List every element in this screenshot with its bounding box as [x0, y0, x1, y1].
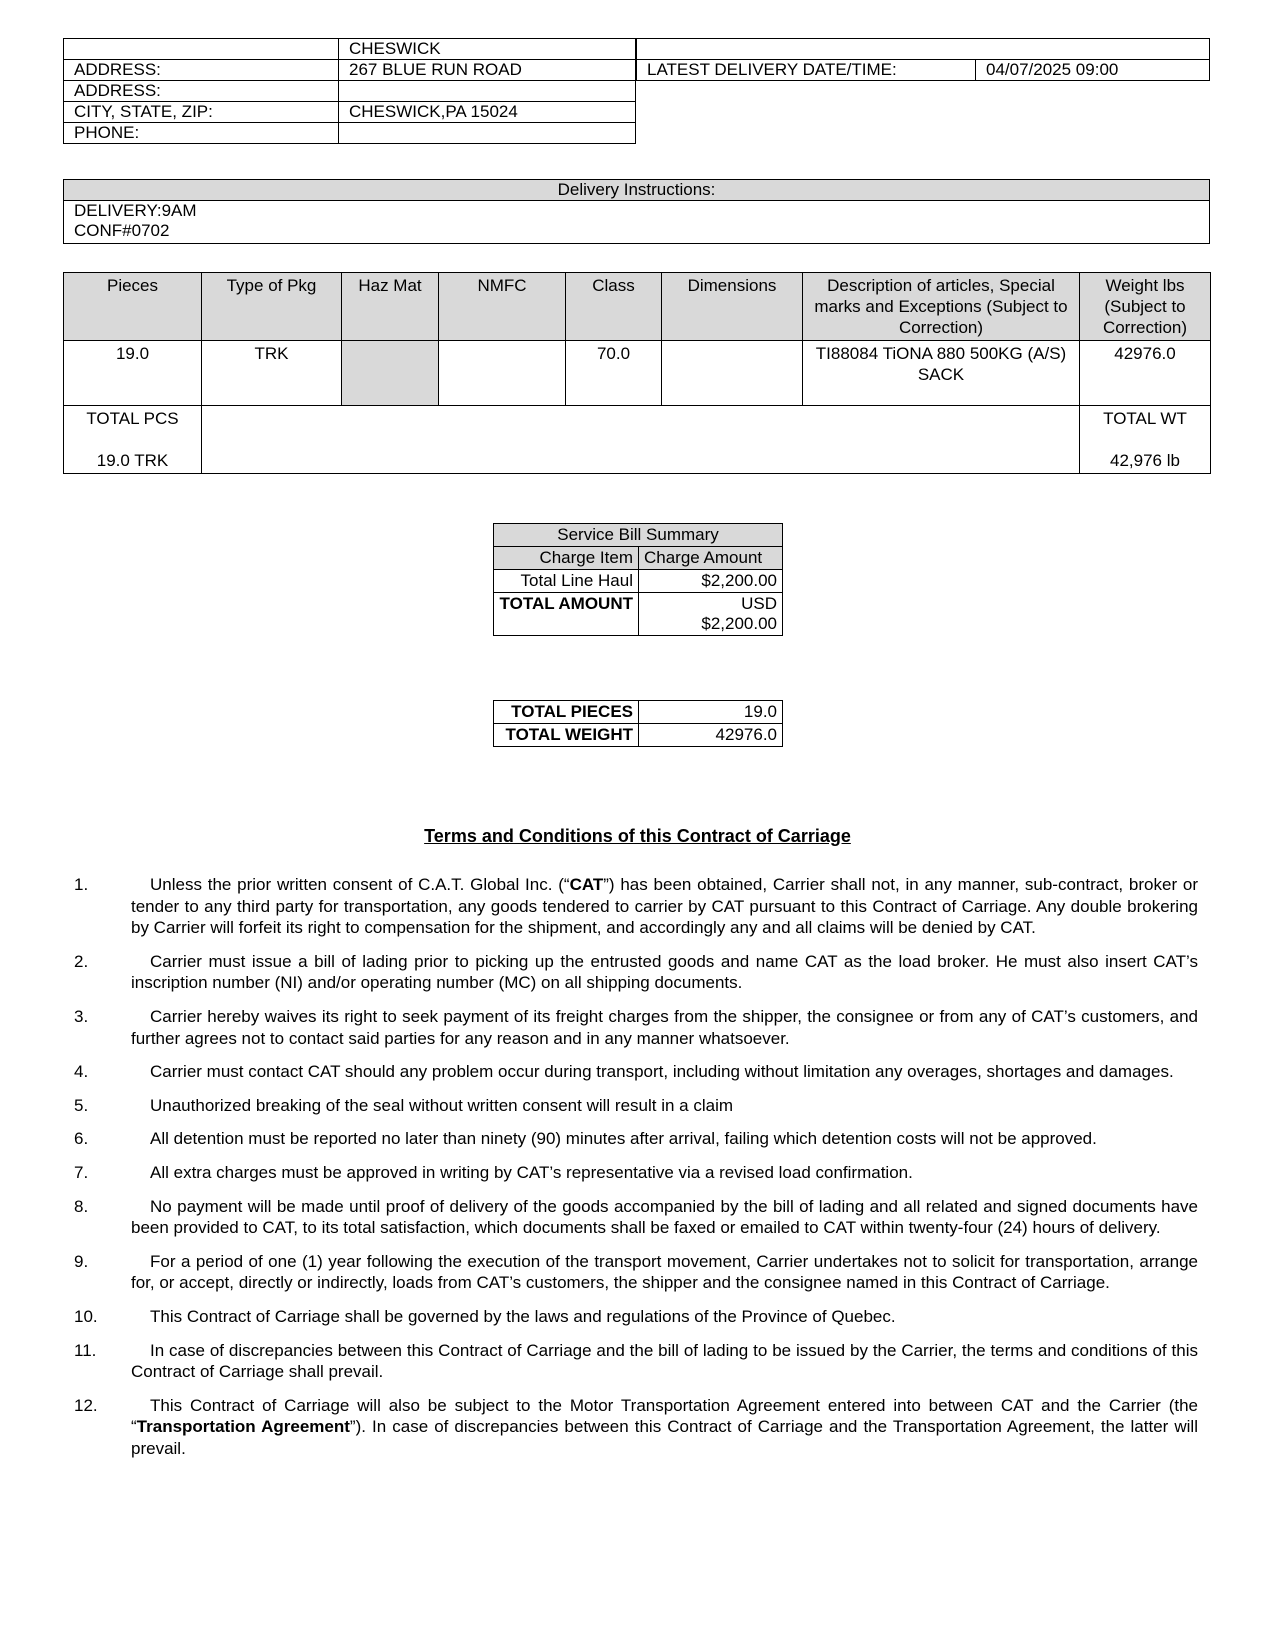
summary-total-amount: $2,200.00 [701, 614, 778, 633]
term-number: 6. [74, 1129, 89, 1149]
total-weight-cell [1080, 406, 1211, 474]
address2-label: ADDRESS: [64, 81, 339, 102]
summary-col-amount: Charge Amount [639, 547, 783, 570]
summary-weight-value: 42976.0 [639, 724, 783, 747]
term-number: 10. [74, 1306, 98, 1326]
total-pieces-label: TOTAL PCS [86, 409, 179, 428]
list-item: 1. Unless the prior written consent of C.A.T. Global Inc. (“CAT”) has been obtained, Carrier shall not, in any manner, sub-contract, broker or tender to any third party for transportation, any goods tendered to carrier by CAT pursuant to this Contract of Carriage. Any double brokering by Carrier will forfeit its right to compensation for the shipment, and accordingly any and all claims will be denied by CAT. [74, 875, 1198, 938]
summary-weight-label: TOTAL WEIGHT [494, 724, 639, 747]
delivery-date-value: 04/07/2025 09:00 [976, 60, 1210, 81]
summary-title: Service Bill Summary [494, 524, 783, 547]
terms-list [74, 874, 1198, 1471]
summary-col-item: Charge Item [494, 547, 639, 570]
term-number: 3. [74, 1006, 89, 1026]
term-number: 9. [74, 1251, 89, 1271]
term-number: 8. [74, 1196, 89, 1216]
term-number: 5. [74, 1095, 89, 1115]
col-header-class: Class [566, 273, 662, 341]
list-item: 4. Carrier must contact CAT should any problem occur during transport, including without limitation any overages, shortages and damages. [74, 1062, 1174, 1082]
cell-weight: 42976.0 [1080, 341, 1211, 406]
instructions-line: CONF#0702 [74, 221, 170, 240]
term-number: 7. [74, 1162, 89, 1182]
term-number: 12. [74, 1395, 98, 1415]
total-pieces-cell [64, 406, 202, 474]
city-label: CITY, STATE, ZIP: [64, 102, 339, 123]
total-weight-value: 42,976 lb [1110, 451, 1180, 470]
col-header-description: Description of articles, Special marks and Exceptions (Subject to Correction) [803, 273, 1080, 341]
cell-pieces: 19.0 [64, 341, 202, 406]
col-header-type: Type of Pkg [202, 273, 342, 341]
total-pieces-value: 19.0 TRK [96, 451, 169, 470]
list-item: 7. All extra charges must be approved in writing by CAT’s representative via a revised load confirmation. [74, 1162, 913, 1182]
list-item: 6. All detention must be reported no later than ninety (90) minutes after arrival, failing which detention costs will not be approved. [74, 1129, 1097, 1149]
table-row [64, 341, 1211, 406]
city-value: CHESWICK,PA 15024 [339, 102, 636, 123]
instructions-body [64, 201, 1210, 244]
term-number: 11. [74, 1340, 97, 1360]
col-header-dimensions: Dimensions [662, 273, 803, 341]
term-number: 4. [74, 1062, 89, 1082]
list-item: 8. No payment will be made until proof of delivery of the goods accompanied by the bill of lading and all related and signed documents have been provided to CAT, to its total satisfaction, which documents shall be faxed or emailed to CAT within twenty-four (24) hours of delivery. [74, 1196, 1198, 1238]
col-header-weight: Weight lbs (Subject to Correction) [1080, 273, 1211, 341]
summary-pieces-label: TOTAL PIECES [494, 701, 639, 724]
summary-total-currency: USD [741, 594, 778, 613]
instructions-header: Delivery Instructions: [64, 180, 1210, 201]
instructions-line: DELIVERY:9AM [74, 201, 197, 220]
cell-dimensions [662, 341, 803, 406]
summary-total-cell [639, 593, 783, 636]
delivery-date-label: LATEST DELIVERY DATE/TIME: [637, 60, 976, 81]
list-item: 10. This Contract of Carriage shall be governed by the laws and regulations of the Province of Quebec. [74, 1306, 896, 1326]
list-item: 12. This Contract of Carriage will also be subject to the Motor Transportation Agreement entered into between CAT and the Carrier (the “Transportation Agreement”). In case of discrepancies between this Contract of Carriage and the Transportation Agreement, the latter will prevail. [74, 1395, 1198, 1458]
cell-class: 70.0 [566, 341, 662, 406]
service-bill-summary [493, 523, 783, 636]
consignee-address-table [63, 38, 636, 144]
cell-description: TI88084 TiONA 880 500KG (A/S) SACK [803, 341, 1080, 406]
col-header-nmfc: NMFC [439, 273, 566, 341]
phone-value [339, 123, 636, 144]
totals-summary [493, 700, 783, 747]
cell-nmfc [439, 341, 566, 406]
address-label: ADDRESS: [64, 60, 339, 81]
list-item: 3. Carrier hereby waives its right to seek payment of its freight charges from the shipper, the consignee or from any of CAT’s customers, and further agrees not to contact said parties for any reason and in any manner whatsoever. [74, 1006, 1198, 1048]
delivery-instructions-table [63, 179, 1210, 244]
total-weight-label: TOTAL WT [1103, 409, 1187, 428]
list-item: 11. In case of discrepancies between this Contract of Carriage and the bill of lading to be issued by the Carrier, the terms and conditions of this Contract of Carriage shall prevail. [74, 1340, 1198, 1382]
list-item: 2. Carrier must issue a bill of lading prior to picking up the entrusted goods and name CAT as the load broker. He must also insert CAT’s inscription number (NI) and/or operating number (MC) on all shipping documents. [74, 951, 1198, 993]
summary-total-label: TOTAL AMOUNT [494, 593, 639, 636]
term-number: 2. [74, 951, 89, 971]
address2-value [339, 81, 636, 102]
list-item: 9. For a period of one (1) year following the execution of the transport movement, Carrier undertakes not to solicit for transportation, arrange for, or accept, directly or indirectly, loads from CAT’s customers, the shipper and the consignee named in this Contract of Carriage. [74, 1251, 1198, 1293]
cell-hazmat [342, 341, 439, 406]
address-value: 267 BLUE RUN ROAD [339, 60, 636, 81]
summary-line-amount: $2,200.00 [639, 570, 783, 593]
summary-line-item: Total Line Haul [494, 570, 639, 593]
consignee-name: CHESWICK [339, 39, 636, 60]
col-header-hazmat: Haz Mat [342, 273, 439, 341]
list-item: 5. Unauthorized breaking of the seal without written consent will result in a claim [74, 1095, 734, 1115]
cell-type: TRK [202, 341, 342, 406]
col-header-pieces: Pieces [64, 273, 202, 341]
items-table [63, 272, 1211, 474]
delivery-date-table [636, 38, 1210, 81]
summary-pieces-value: 19.0 [639, 701, 783, 724]
phone-label: PHONE: [64, 123, 339, 144]
term-number: 1. [74, 875, 89, 894]
terms-title: Terms and Conditions of this Contract of Carriage [424, 826, 851, 846]
